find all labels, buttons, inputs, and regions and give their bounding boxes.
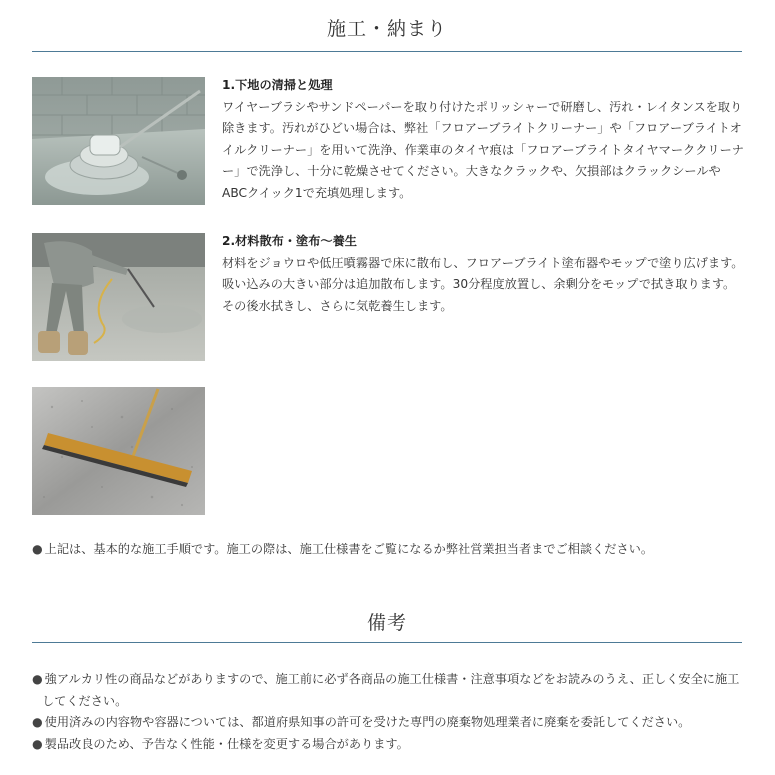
section-title-remarks: 備考 bbox=[366, 612, 407, 634]
list-item bbox=[32, 734, 744, 756]
list-item bbox=[32, 712, 744, 734]
section-divider bbox=[32, 51, 742, 52]
section-title-construction: 施工・納まり bbox=[326, 18, 447, 40]
remark-text: 製品改良のため、予告なく性能・仕様を変更する場合があります。 bbox=[44, 736, 409, 751]
step-2-body: 材料をジョウロや低圧噴霧器で床に散布し、フロアーブライト塗布器やモップで塗り広げます。吸い込みの大きい部分は追加散布します。30分程度放置し、余剰分をモップで拭き取ります。その後水拭きし、さらに気乾養生します。 bbox=[222, 255, 744, 313]
remark-text: 強アルカリ性の商品などがありますので、施工前に必ず各商品の施工仕様書・注意事項などをお読みのうえ、正しく安全に施工してください。 bbox=[42, 672, 740, 708]
remark-text: 使用済みの内容物や容器については、都道府県知事の許可を受けた専門の廃棄物処理業者に廃棄を委託してください。 bbox=[44, 715, 691, 729]
list-item bbox=[32, 669, 744, 712]
remark-bullet: ● bbox=[32, 715, 43, 729]
step-2 bbox=[222, 231, 744, 317]
procedure-note bbox=[32, 539, 744, 561]
polisher-photo bbox=[32, 77, 205, 205]
squeegee-photo-image bbox=[32, 387, 205, 515]
note-text: 上記は、基本的な施工手順です。施工の際は、施工仕様書をご覧になるか弊社営業担当者までご相談ください。 bbox=[44, 542, 654, 556]
section-divider bbox=[32, 642, 742, 643]
step-1 bbox=[222, 75, 744, 204]
remark-bullet: ● bbox=[32, 672, 43, 686]
polisher-photo-image bbox=[32, 77, 205, 205]
remark-bullet: ● bbox=[32, 736, 43, 751]
spraying-photo bbox=[32, 233, 205, 361]
step-1-title: 1.下地の清掃と処理 bbox=[222, 78, 333, 92]
spraying-photo-image bbox=[32, 233, 205, 361]
step-2-title: 2.材料散布・塗布～養生 bbox=[222, 234, 357, 248]
note-bullet: ● bbox=[32, 542, 43, 556]
step-1-body: ワイヤーブラシやサンドペーパーを取り付けたポリッシャーで研磨し、汚れ・レイタンスを取り除きます。汚れがひどい場合は、弊社「フロアーブライトクリーナー」や「フロアーブライトオイルクリーナー」を用いて洗浄、作業車のタイヤ痕は「フロアーブライトタイヤマーククリーナー」で洗浄し、十分に乾燥させてください。大きなクラックや、欠損部はクラックシールやABCクイック1で充填処理します。 bbox=[222, 99, 744, 200]
squeegee-photo bbox=[32, 387, 205, 515]
remarks-list bbox=[32, 669, 744, 755]
